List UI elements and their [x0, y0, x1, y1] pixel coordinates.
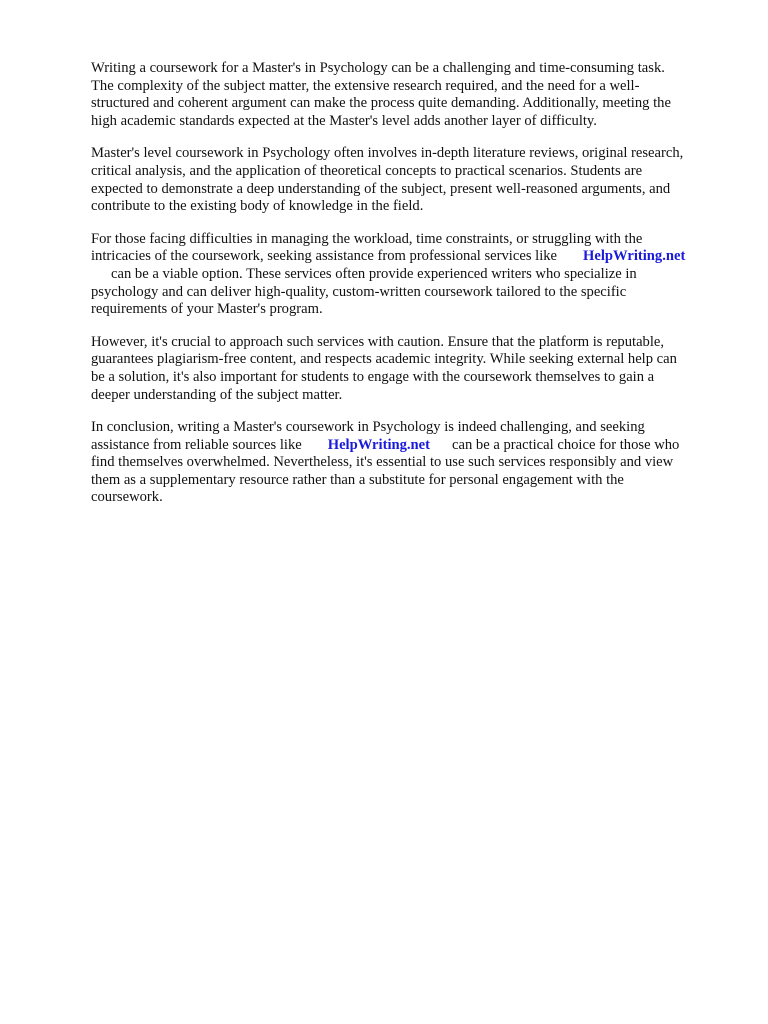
text-fragment: assistance from reliable sources like	[91, 436, 302, 453]
text-line: critical analysis, and the application of theoretical concepts to practical scenarios. Students are	[91, 162, 643, 179]
text-line: them as a supplementary resource rather than a substitute for personal engagement with the	[91, 471, 624, 488]
text-line: In conclusion, writing a Master's coursework in Psychology is indeed challenging, and seeking	[91, 419, 645, 436]
text-fragment: can be a practical choice for those who	[452, 436, 680, 453]
text-line: find themselves overwhelmed. Nevertheless, it's essential to use such services responsibly and view	[91, 454, 674, 471]
text-line	[91, 437, 727, 455]
text-line: coursework.	[91, 489, 163, 506]
text-line: guarantees plagiarism-free content, and respects academic integrity. While seeking external help can	[91, 351, 677, 368]
text-fragment: intricacies of the coursework, seeking assistance from professional services like	[91, 248, 558, 265]
paragraph-coursework-nature	[91, 145, 727, 215]
text-line: can be a viable option. These services often provide experienced writers who specialize in	[111, 265, 637, 282]
text-line: high academic standards expected at the Master's level adds another layer of difficulty.	[91, 112, 597, 129]
helpwriting-link[interactable]: HelpWriting.net	[583, 248, 686, 265]
text-line: requirements of your Master's program.	[91, 301, 323, 318]
text-line: contribute to the existing body of knowledge in the field.	[91, 198, 424, 215]
text-line: Writing a coursework for a Master's in Psychology can be a challenging and time-consuming task.	[91, 60, 665, 76]
helpwriting-link[interactable]: HelpWriting.net	[327, 436, 431, 453]
text-line: The complexity of the subject matter, the extensive research required, and the need for a well-	[91, 77, 640, 94]
paragraph-caution	[91, 334, 727, 404]
text-line: For those facing difficulties in managing the workload, time constraints, or struggling with the	[91, 230, 643, 247]
text-line: structured and coherent argument can make the process quite demanding. Additionally, meeting the	[91, 95, 671, 112]
text-line: However, it's crucial to approach such services with caution. Ensure that the platform is reputable,	[91, 333, 665, 350]
text-line: deeper understanding of the subject matter.	[91, 386, 343, 403]
text-line	[91, 248, 727, 266]
text-line: Master's level coursework in Psychology often involves in-depth literature reviews, original research,	[91, 145, 684, 162]
paragraph-assistance	[91, 231, 727, 319]
text-line: expected to demonstrate a deep understanding of the subject, present well-reasoned arguments, and	[91, 180, 671, 197]
paragraph-conclusion	[91, 419, 727, 507]
text-line: be a solution, it's also important for students to engage with the coursework themselves to gain a	[91, 368, 655, 385]
paragraph-intro	[91, 60, 727, 130]
text-line: psychology and can deliver high-quality, custom-written coursework tailored to the specific	[91, 283, 627, 300]
document-body	[91, 60, 727, 522]
